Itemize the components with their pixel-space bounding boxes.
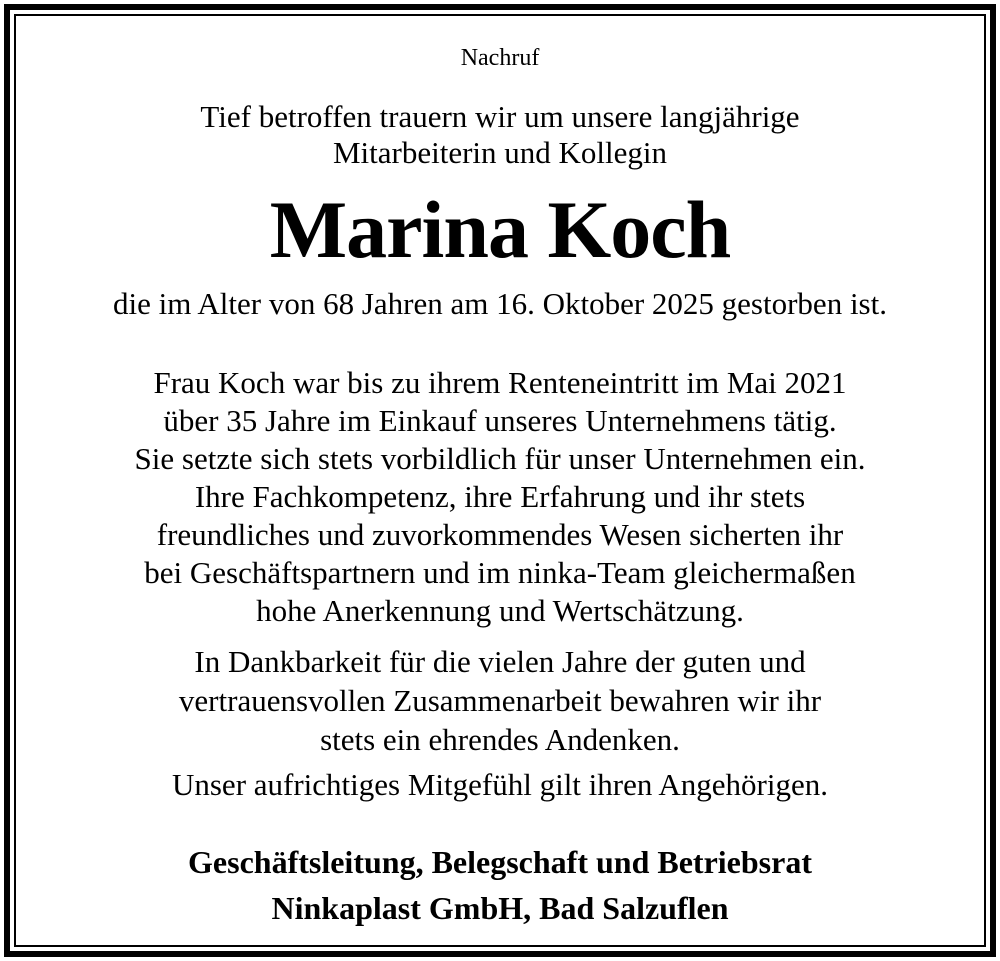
biography-paragraph [16, 364, 984, 630]
gratitude-line: stets ein ehrendes Andenken. [320, 722, 680, 757]
gratitude-line: vertrauensvollen Zusammenarbeit bewahren wir ihr [178, 683, 822, 718]
condolence-text: Unser aufrichtiges Mitgefühl gilt ihren Angehörigen. [171, 767, 828, 802]
signature-line: Geschäftsleitung, Belegschaft und Betriebsrat [188, 844, 812, 880]
biography-line: freundliches und zuvorkommendes Wesen sicherten ihr [156, 517, 844, 552]
deceased-name [16, 182, 984, 278]
biography-line: Frau Koch war bis zu ihrem Renteneintritt im Mai 2021 [153, 365, 847, 400]
name-text: Marina Koch [269, 184, 731, 275]
gratitude-line: In Dankbarkeit für die vielen Jahre der guten und [194, 644, 806, 679]
intro-paragraph [16, 99, 984, 171]
death-line [16, 284, 984, 324]
intro-line: Tief betroffen trauern wir um unsere langjährige [200, 99, 800, 134]
death-text: die im Alter von 68 Jahren am 16. Oktober 2025 gestorben ist. [112, 286, 887, 321]
condolence-line [16, 765, 984, 805]
signature-block [16, 839, 984, 931]
biography-line: hohe Anerkennung und Wertschätzung. [256, 593, 744, 628]
heading-text: Nachruf [460, 45, 540, 71]
gratitude-paragraph [16, 642, 984, 759]
intro-line: Mitarbeiterin und Kollegin [332, 135, 668, 170]
notice-heading [16, 43, 984, 73]
signature-line: Ninkaplast GmbH, Bad Salzuflen [271, 890, 729, 926]
biography-line: Ihre Fachkompetenz, ihre Erfahrung und ihr stets [194, 479, 806, 514]
biography-line: bei Geschäftspartnern und im ninka-Team gleichermaßen [144, 555, 856, 590]
biography-line: über 35 Jahre im Einkauf unseres Unternehmens tätig. [163, 403, 837, 438]
biography-line: Sie setzte sich stets vorbildlich für unser Unternehmen ein. [134, 441, 866, 476]
obituary-notice [16, 16, 984, 945]
